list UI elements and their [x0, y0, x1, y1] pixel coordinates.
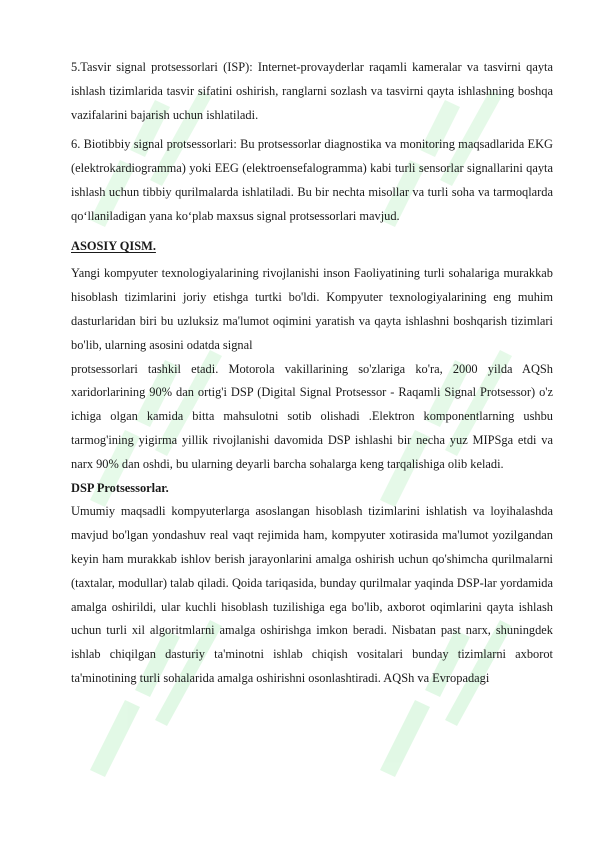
document-body: [71, 56, 553, 691]
paragraph-introduction: Yangi kompyuter texnologiyalarining rivojlanishi inson Faoliyatining turli sohalariga murakkab hisoblash tizimlarini joriy etishga turtki bo'ldi. Kompyuter texnologiyalarining eng muhim dasturlaridan biri bu uzluksiz ma'lumot oqimini yaratish va qayta ishlashni boshqarish tizimlari bo'lib, ularning asosini odatda signal: [71, 266, 553, 352]
paragraph-image-signal-processors: 5.Tasvir signal protsessorlari (ISP): Internet-provayderlar raqamli kameralar va tasvirni qayta ishlash tizimlarida tasvir sifatini oshirish, ranglarni sozlash va tasvirni qayta ishlashning boshqa vazifalarini bajarish uchun ishlatiladi.: [71, 60, 553, 122]
section-heading-dsp: DSP Protsessorlar.: [71, 480, 169, 495]
section-heading-main-part: ASOSIY QISM.: [71, 238, 156, 253]
paragraph-biomedical-signal-processors: 6. Biotibbiy signal protsessorlari: Bu protsessorlar diagnostika va monitoring maqsadlarida EKG (elektrokardiogramma) yoki EEG (elektroensefalogramma) kabi turli sensorlar signallarini qayta ishlash uchun tibbiy qurilmalarda ishlatiladi. Bu bir nechta misollar va turli soha va tarmoqlarda qo‘llaniladigan yana ko‘plab maxsus signal protsessorlari mavjud.: [71, 137, 553, 223]
paragraph-introduction-continued: protsessorlari tashkil etadi. Motorola vakillarining so'zlariga ko'ra, 2000 yilda AQSh xaridorlarining 90% dan ortig'i DSP (Digital Signal Protsessor - Raqamli Signal Protsessor) o'z ichiga olgan kamida bitta mahsulotni sotib olishadi .Elektron komponentlarning ushbu tarmog'ining yigirma yillik rivojlanishi davomida DSP ishlashi bir necha yuz MIPSga etdi va narx 90% dan oshdi, bu ularning deyarli barcha sohalarga keng tarqalishiga olib keladi.: [71, 361, 553, 471]
paragraph-dsp-processors: Umumiy maqsadli kompyuterlarga asoslangan hisoblash tizimlarini ishlatish va loyihalashda mavjud bo'lgan yondashuv real vaqt rejimida ham, kompyuter xotirasida ma'lumot yozilgandan keyin ham murakkab ishlov berish jarayonlarini amalga oshirish uchun qo'shimcha qurilmalarni (taxtalar, modullar) talab qiladi. Qoida tariqasida, bunday qurilmalar yaqinda DSP-lar yordamida amalga oshirildi, ular kuchli hisoblash tuzilishiga ega bo'lib, axborot oqimlarini qayta ishlash uchun turli xil algoritmlarni amalga oshirishga imkon beradi. Nisbatan past narx, shuningdek ishlab chiqilgan dasturiy ta'minotni ishlab chiqish vositalari bunday tizimlarni axborot ta'minotining turli sohalarida amalga oshirishni osonlashtiradi. AQSh va Evropadagi: [71, 504, 553, 685]
